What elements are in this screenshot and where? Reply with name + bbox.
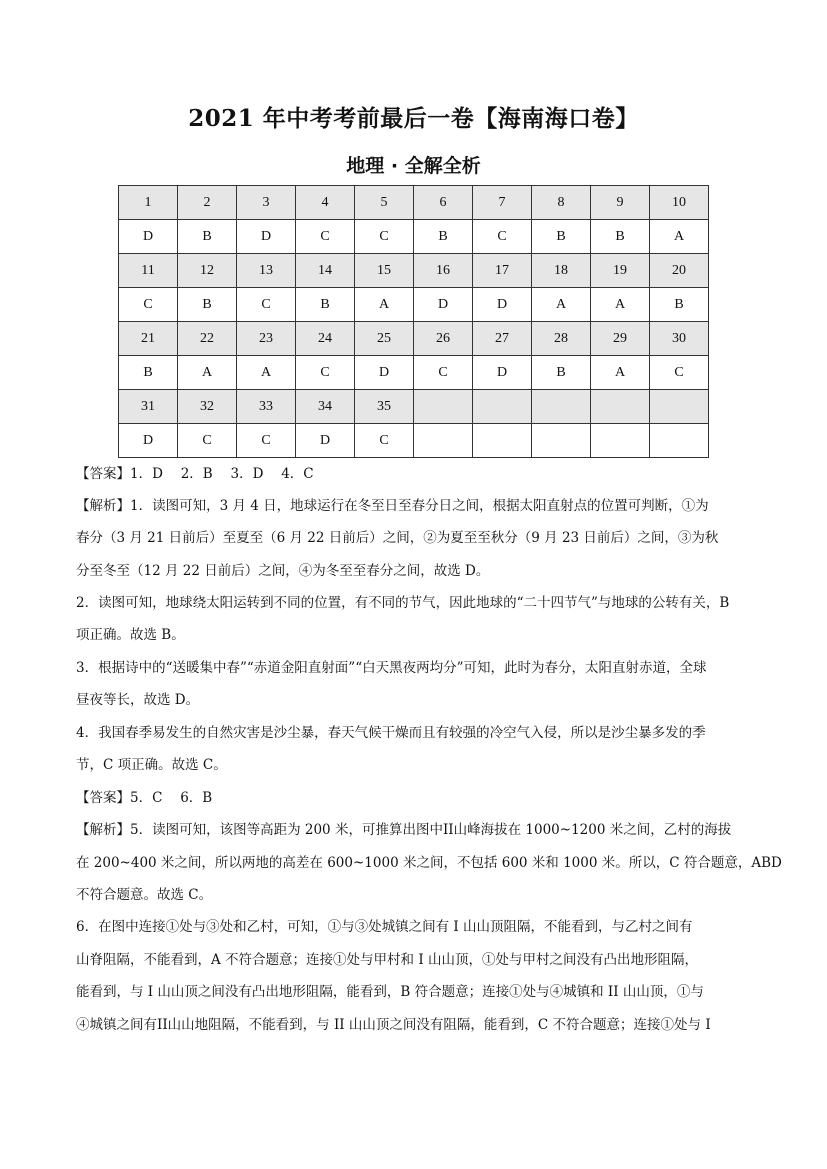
question-number-cell: 20	[650, 254, 709, 288]
answer-cell: D	[119, 424, 178, 458]
question-number-cell: 9	[591, 186, 650, 220]
question-number-cell: 32	[178, 390, 237, 424]
page-title: 2021 年中考考前最后一卷【海南海口卷】	[188, 105, 639, 132]
question-number-cell: 1	[119, 186, 178, 220]
answer-cell	[473, 424, 532, 458]
answer-cell: D	[473, 356, 532, 390]
answer-cell: B	[532, 356, 591, 390]
question-number-cell	[591, 390, 650, 424]
answer-cell: D	[296, 424, 355, 458]
answer-cell: C	[237, 424, 296, 458]
question-number-cell: 17	[473, 254, 532, 288]
question-number-cell: 2	[178, 186, 237, 220]
analysis-line: 4．我国春季易发生的自然灾害是沙尘暴，春天气候干燥而且有较强的冷空气入侵，所以是沙尘暴多发的季	[76, 725, 706, 741]
question-number-row	[119, 390, 709, 424]
answer-cell: C	[473, 220, 532, 254]
analysis-line: 【解析】1．读图可知，3 月 4 日，地球运行在冬至日至春分日之间，根据太阳直射点的位置可判断，①为	[76, 498, 709, 514]
answer-key-line: 【答案】5．C 6．B	[76, 790, 213, 806]
question-number-cell	[650, 390, 709, 424]
answer-cell: A	[178, 356, 237, 390]
answer-cell: B	[532, 220, 591, 254]
question-number-cell: 16	[414, 254, 473, 288]
answer-cell: B	[178, 288, 237, 322]
question-number-cell	[532, 390, 591, 424]
question-number-cell: 30	[650, 322, 709, 356]
question-number-cell: 35	[355, 390, 414, 424]
analysis-line: 分至冬至（12 月 22 日前后）之间，④为冬至至春分之间，故选 D。	[76, 563, 490, 579]
answer-cell: A	[650, 220, 709, 254]
analysis-line: 昼夜等长，故选 D。	[76, 692, 200, 708]
question-number-cell	[473, 390, 532, 424]
question-number-cell: 13	[237, 254, 296, 288]
answer-row	[119, 424, 709, 458]
answer-key-line: 【答案】1．D 2．B 3．D 4．C	[76, 466, 314, 482]
answer-row	[119, 288, 709, 322]
answer-cell: A	[237, 356, 296, 390]
answer-cell	[650, 424, 709, 458]
question-number-cell: 19	[591, 254, 650, 288]
analysis-line: 6．在图中连接①处与③处和乙村，可知，①与③处城镇之间有 I 山山顶阻隔，不能看到，与乙村之间有	[76, 919, 693, 935]
answer-cell: D	[414, 288, 473, 322]
question-number-cell: 15	[355, 254, 414, 288]
analysis-line: ④城镇之间有II山山地阻隔，不能看到，与 II 山山顶之间没有阻隔，能看到，C 不符合题意；连接①处与 I	[76, 1017, 711, 1033]
answer-row	[119, 356, 709, 390]
question-number-cell: 26	[414, 322, 473, 356]
analysis-line: 3．根据诗中的“送暖集中春”“赤道金阳直射面”“白天黑夜两均分”可知，此时为春分，太阳直射赤道，全球	[76, 660, 707, 676]
question-number-cell: 11	[119, 254, 178, 288]
answer-cell: D	[237, 220, 296, 254]
answer-cell: A	[591, 288, 650, 322]
question-number-row	[119, 186, 709, 220]
answer-cell: B	[650, 288, 709, 322]
question-number-cell: 4	[296, 186, 355, 220]
answer-cell: D	[119, 220, 178, 254]
question-number-cell: 22	[178, 322, 237, 356]
question-number-cell: 5	[355, 186, 414, 220]
question-number-cell: 31	[119, 390, 178, 424]
question-number-cell: 18	[532, 254, 591, 288]
answer-cell: C	[355, 220, 414, 254]
answer-cell	[414, 424, 473, 458]
page-subtitle: 地理 · 全解全析	[346, 155, 481, 177]
analysis-line: 在 200~400 米之间，所以两地的高差在 600~1000 米之间，不包括 600 米和 1000 米。所以，C 符合题意，ABD	[76, 855, 782, 871]
answer-cell: C	[237, 288, 296, 322]
analysis-line: 能看到，与 I 山山顶之间没有凸出地形阻隔，能看到，B 符合题意；连接①处与④城镇和 II 山山顶，①与	[76, 984, 704, 1000]
answer-cell: C	[414, 356, 473, 390]
question-number-cell: 8	[532, 186, 591, 220]
answer-row	[119, 220, 709, 254]
question-number-cell: 3	[237, 186, 296, 220]
analysis-line: 山脊阻隔，不能看到，A 不符合题意；连接①处与甲村和 I 山山顶，①处与甲村之间没有凸出地形阻隔，	[76, 952, 698, 968]
answer-cell: C	[178, 424, 237, 458]
question-number-cell: 24	[296, 322, 355, 356]
answer-cell: B	[414, 220, 473, 254]
question-number-cell	[414, 390, 473, 424]
answer-cell: D	[473, 288, 532, 322]
answer-cell: C	[650, 356, 709, 390]
question-number-cell: 25	[355, 322, 414, 356]
analysis-line: 2．读图可知，地球绕太阳运转到不同的位置，有不同的节气，因此地球的“二十四节气”与地球的公转有关，B	[76, 595, 730, 611]
answer-cell: A	[591, 356, 650, 390]
answer-cell	[591, 424, 650, 458]
answer-cell: A	[532, 288, 591, 322]
analysis-line: 节，C 项正确。故选 C。	[76, 757, 227, 773]
question-number-cell: 28	[532, 322, 591, 356]
question-number-cell: 27	[473, 322, 532, 356]
answer-cell: B	[178, 220, 237, 254]
answer-cell	[532, 424, 591, 458]
answer-cell: D	[355, 356, 414, 390]
answer-cell: A	[355, 288, 414, 322]
answer-table	[118, 185, 709, 458]
answer-cell: C	[119, 288, 178, 322]
answer-cell: C	[355, 424, 414, 458]
answer-table-body	[119, 186, 709, 458]
analysis-line: 项正确。故选 B。	[76, 627, 185, 643]
question-number-cell: 21	[119, 322, 178, 356]
question-number-cell: 34	[296, 390, 355, 424]
question-number-cell: 14	[296, 254, 355, 288]
question-number-cell: 12	[178, 254, 237, 288]
analysis-line: 春分（3 月 21 日前后）至夏至（6 月 22 日前后）之间，②为夏至至秋分（9 月 23 日前后）之间，③为秋	[76, 530, 719, 546]
question-number-row	[119, 254, 709, 288]
question-number-cell: 33	[237, 390, 296, 424]
question-number-row	[119, 322, 709, 356]
analysis-line: 不符合题意。故选 C。	[76, 887, 213, 903]
question-number-cell: 29	[591, 322, 650, 356]
question-number-cell: 6	[414, 186, 473, 220]
question-number-cell: 23	[237, 322, 296, 356]
question-number-cell: 10	[650, 186, 709, 220]
answer-cell: B	[591, 220, 650, 254]
answer-cell: C	[296, 356, 355, 390]
analysis-line: 【解析】5．读图可知，该图等高距为 200 米，可推算出图中II山峰海拔在 1000~1200 米之间，乙村的海拔	[76, 822, 732, 838]
answer-cell: C	[296, 220, 355, 254]
question-number-cell: 7	[473, 186, 532, 220]
answer-cell: B	[296, 288, 355, 322]
answer-cell: B	[119, 356, 178, 390]
